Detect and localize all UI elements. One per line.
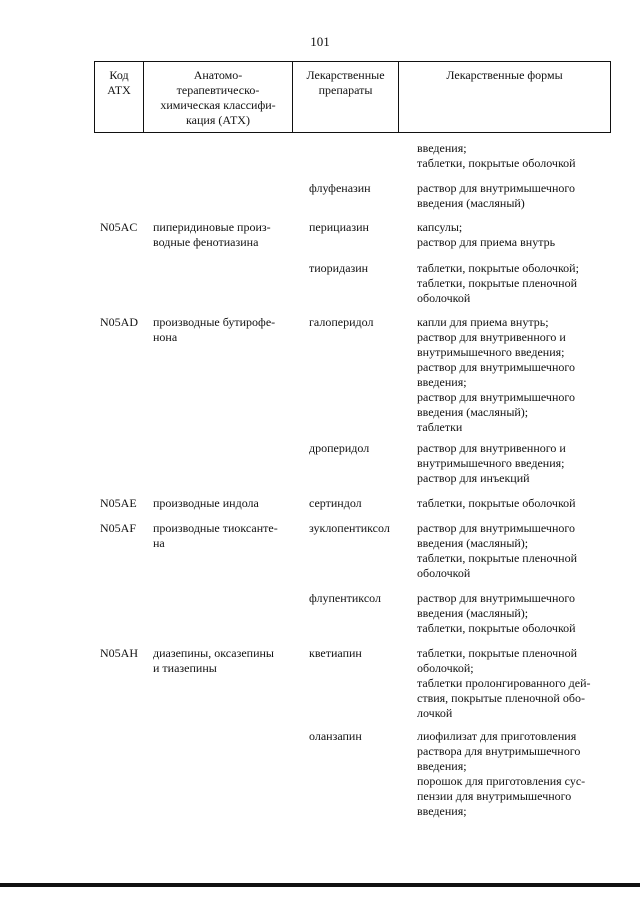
dosage-forms-cell-line: введения (масляный); [417, 606, 529, 620]
drug-name-cell-line: зуклопентиксол [309, 521, 390, 535]
header-code-line: АТХ [107, 83, 131, 97]
dosage-forms-cell-line: таблетки, покрытые оболочкой [417, 496, 576, 510]
dosage-forms-cell-line: раствор для приема внутрь [417, 235, 556, 249]
dosage-forms-cell-line: внутримышечного введения; [417, 345, 565, 359]
atc-code-cell-line: N05AH [100, 646, 138, 660]
atc-code-cell [100, 646, 150, 661]
atc-code-cell-line: N05AC [100, 220, 138, 234]
atc-code-cell [100, 315, 150, 330]
classification-cell [153, 521, 303, 551]
dosage-forms-cell-line: оболочкой [417, 566, 471, 580]
header-drugs-line: Лекарственные [306, 68, 385, 82]
atc-code-cell-line: N05AE [100, 496, 137, 510]
dosage-forms-cell-line: таблетки, покрытые пленочной [417, 646, 578, 660]
classification-cell [153, 315, 303, 345]
dosage-forms-cell-line: пензии для внутримышечного [417, 789, 572, 803]
header-code [95, 62, 143, 132]
classification-cell-line: производные индола [153, 496, 259, 510]
dosage-forms-cell-line: раствора для внутримышечного [417, 744, 581, 758]
classification-cell-line: и тиазепины [153, 661, 217, 675]
drug-name-cell [309, 181, 414, 196]
dosage-forms-cell-line: введения (масляный) [417, 196, 525, 210]
dosage-forms-cell-line: оболочкой [417, 291, 471, 305]
classification-cell-line: диазепины, оксазепины [153, 646, 274, 660]
header-code-line: Код [109, 68, 129, 82]
header-drugs [292, 62, 398, 132]
dosage-forms-cell-line: раствор для инъекций [417, 471, 530, 485]
drug-name-cell-line: флуфеназин [309, 181, 371, 195]
dosage-forms-cell [417, 220, 617, 250]
dosage-forms-cell-line: таблетки [417, 420, 463, 434]
dosage-forms-cell-line: лиофилизат для приготовления [417, 729, 577, 743]
drug-name-cell-line: оланзапин [309, 729, 362, 743]
dosage-forms-cell-line: порошок для приготовления сус- [417, 774, 586, 788]
atc-code-cell [100, 496, 150, 511]
classification-cell-line: пиперидиновые произ- [153, 220, 271, 234]
dosage-forms-cell [417, 441, 617, 486]
dosage-forms-cell [417, 181, 617, 211]
dosage-forms-cell-line: таблетки, покрытые пленочной [417, 551, 578, 565]
dosage-forms-cell-line: внутримышечного введения; [417, 456, 565, 470]
dosage-forms-cell [417, 496, 617, 511]
dosage-forms-cell [417, 261, 617, 306]
dosage-forms-cell-line: раствор для внутримышечного [417, 360, 575, 374]
dosage-forms-cell-line: капсулы; [417, 220, 463, 234]
drug-name-cell-line: сертиндол [309, 496, 362, 510]
dosage-forms-cell-line: лочкой [417, 706, 453, 720]
header-forms-line: Лекарственные формы [446, 68, 563, 82]
classification-cell [153, 220, 303, 250]
table-header [94, 61, 611, 133]
dosage-forms-cell [417, 521, 617, 581]
dosage-forms-cell-line: введения (масляный); [417, 405, 529, 419]
dosage-forms-cell-line: раствор для внутримышечного [417, 591, 575, 605]
dosage-forms-cell-line: таблетки пролонгированного дей- [417, 676, 591, 690]
atc-code-cell-line: N05AF [100, 521, 137, 535]
drug-name-cell-line: кветиапин [309, 646, 362, 660]
header-classification [143, 62, 292, 132]
header-classification-line: Анатомо- [193, 68, 243, 82]
dosage-forms-cell-line: раствор для внутривенного и [417, 441, 566, 455]
classification-cell-line: водные фенотиазина [153, 235, 259, 249]
drug-name-cell [309, 441, 414, 456]
atc-code-cell [100, 521, 150, 536]
dosage-forms-cell-line: раствор для внутримышечного [417, 521, 575, 535]
classification-cell-line: на [153, 536, 165, 550]
drug-name-cell [309, 591, 414, 606]
dosage-forms-cell-line: раствор для внутримышечного [417, 181, 575, 195]
drug-name-cell-line: перициазин [309, 220, 369, 234]
classification-cell-line: нона [153, 330, 178, 344]
classification-cell [153, 646, 303, 676]
header-drugs-line: препараты [318, 83, 373, 97]
drug-name-cell [309, 521, 414, 536]
header-classification-line: терапевтическо- [176, 83, 260, 97]
drug-name-cell [309, 261, 414, 276]
dosage-forms-cell-line: введения; [417, 804, 467, 818]
atc-code-cell-line: N05AD [100, 315, 138, 329]
dosage-forms-cell-line: введения; [417, 141, 467, 155]
classification-cell [153, 496, 303, 511]
header-classification-line: химическая классифи- [160, 98, 276, 112]
dosage-forms-cell [417, 591, 617, 636]
dosage-forms-cell-line: введения (масляный); [417, 536, 529, 550]
dosage-forms-cell-line: введения; [417, 375, 467, 389]
bottom-rule [0, 883, 640, 887]
drug-name-cell [309, 496, 414, 511]
drug-name-cell [309, 315, 414, 330]
dosage-forms-cell-line: таблетки, покрытые пленочной [417, 276, 578, 290]
dosage-forms-cell [417, 646, 617, 721]
dosage-forms-cell-line: таблетки, покрытые оболочкой [417, 156, 576, 170]
page-number: 101 [310, 34, 330, 49]
dosage-forms-cell-line: введения; [417, 759, 467, 773]
dosage-forms-cell-line: таблетки, покрытые оболочкой; [417, 261, 579, 275]
drug-name-cell [309, 220, 414, 235]
dosage-forms-cell-line: раствор для внутримышечного [417, 390, 575, 404]
drug-name-cell-line: галоперидол [309, 315, 374, 329]
dosage-forms-cell-line: таблетки, покрытые оболочкой [417, 621, 576, 635]
atc-code-cell [100, 220, 150, 235]
dosage-forms-cell-line: капли для приема внутрь; [417, 315, 549, 329]
dosage-forms-cell-line: раствор для внутривенного и [417, 330, 566, 344]
dosage-forms-cell [417, 729, 617, 819]
drug-name-cell [309, 729, 414, 744]
drug-name-cell-line: флупентиксол [309, 591, 381, 605]
dosage-forms-cell [417, 141, 617, 171]
header-classification-line: кация (АТХ) [186, 113, 250, 127]
dosage-forms-cell-line: оболочкой; [417, 661, 474, 675]
classification-cell-line: производные тиоксанте- [153, 521, 278, 535]
dosage-forms-cell-line: ствия, покрытые пленочной обо- [417, 691, 585, 705]
drug-name-cell-line: дроперидол [309, 441, 370, 455]
header-forms [398, 62, 610, 132]
dosage-forms-cell [417, 315, 617, 435]
drug-name-cell-line: тиоридазин [309, 261, 369, 275]
classification-cell-line: производные бутирофе- [153, 315, 276, 329]
drug-name-cell [309, 646, 414, 661]
